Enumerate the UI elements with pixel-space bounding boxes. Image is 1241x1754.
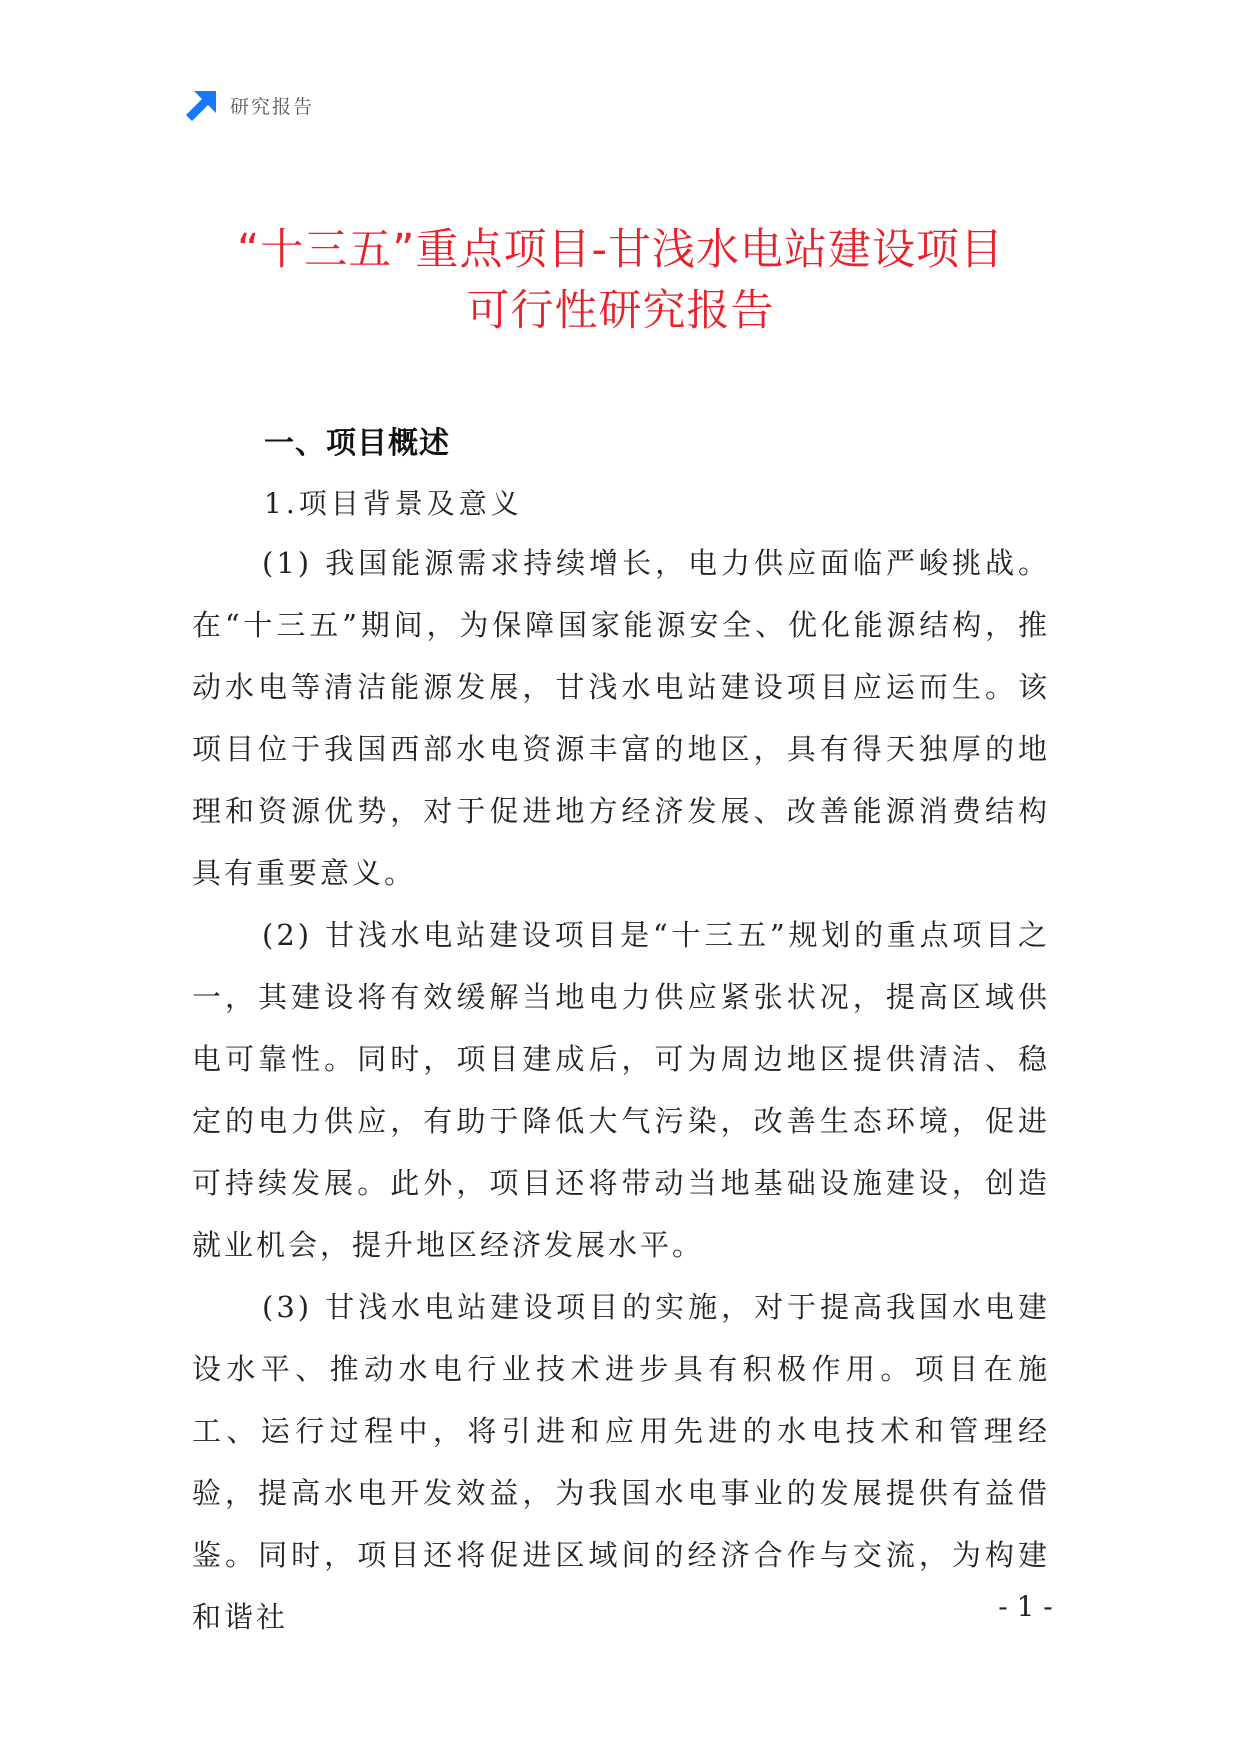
paragraph-3: (3) 甘浅水电站建设项目的实施，对于提高我国水电建设水平、推动水电行业技术进步具有积极作用。项目在施工、运行过程中，将引进和应用先进的水电技术和管理经验，提高水电开发效益，为我国水电事业的发展提供有益借鉴。同时，项目还将促进区域间的经济合作与交流，为构建和谐社 bbox=[192, 1290, 1050, 1634]
paragraph-1: (1) 我国能源需求持续增长，电力供应面临严峻挑战。在“十三五”期间，为保障国家能源安全、优化能源结构，推动水电等清洁能源发展，甘浅水电站建设项目应运而生。该项目位于我国西部水电资源丰富的地区，具有得天独厚的地理和资源优势，对于促进地方经济发展、改善能源消费结构具有重要意义。 bbox=[192, 546, 1050, 890]
paragraph-2: (2) 甘浅水电站建设项目是“十三五”规划的重点项目之一，其建设将有效缓解当地电力供应紧张状况，提高区域供电可靠性。同时，项目建成后，可为周边地区提供清洁、稳定的电力供应，有助于降低大气污染，改善生态环境，促进可持续发展。此外，项目还将带动当地基础设施建设，创造就业机会，提升地区经济发展水平。 bbox=[192, 918, 1050, 1262]
header-label: 研究报告 bbox=[230, 95, 315, 118]
page-number-container bbox=[0, 1590, 1241, 1623]
section-heading: 一、项目概述 bbox=[264, 426, 450, 461]
document-title-line-2: 可行性研究报告 bbox=[466, 286, 775, 336]
document-title-line-1: “十三五”重点项目-甘浅水电站建设项目 bbox=[236, 225, 1005, 275]
subsection-heading: 1.项目背景及意义 bbox=[264, 487, 523, 520]
page-header bbox=[186, 88, 314, 122]
arrow-up-right-icon bbox=[186, 89, 218, 121]
page-number: - 1 - bbox=[998, 1590, 1053, 1623]
body-text bbox=[192, 532, 1050, 1648]
